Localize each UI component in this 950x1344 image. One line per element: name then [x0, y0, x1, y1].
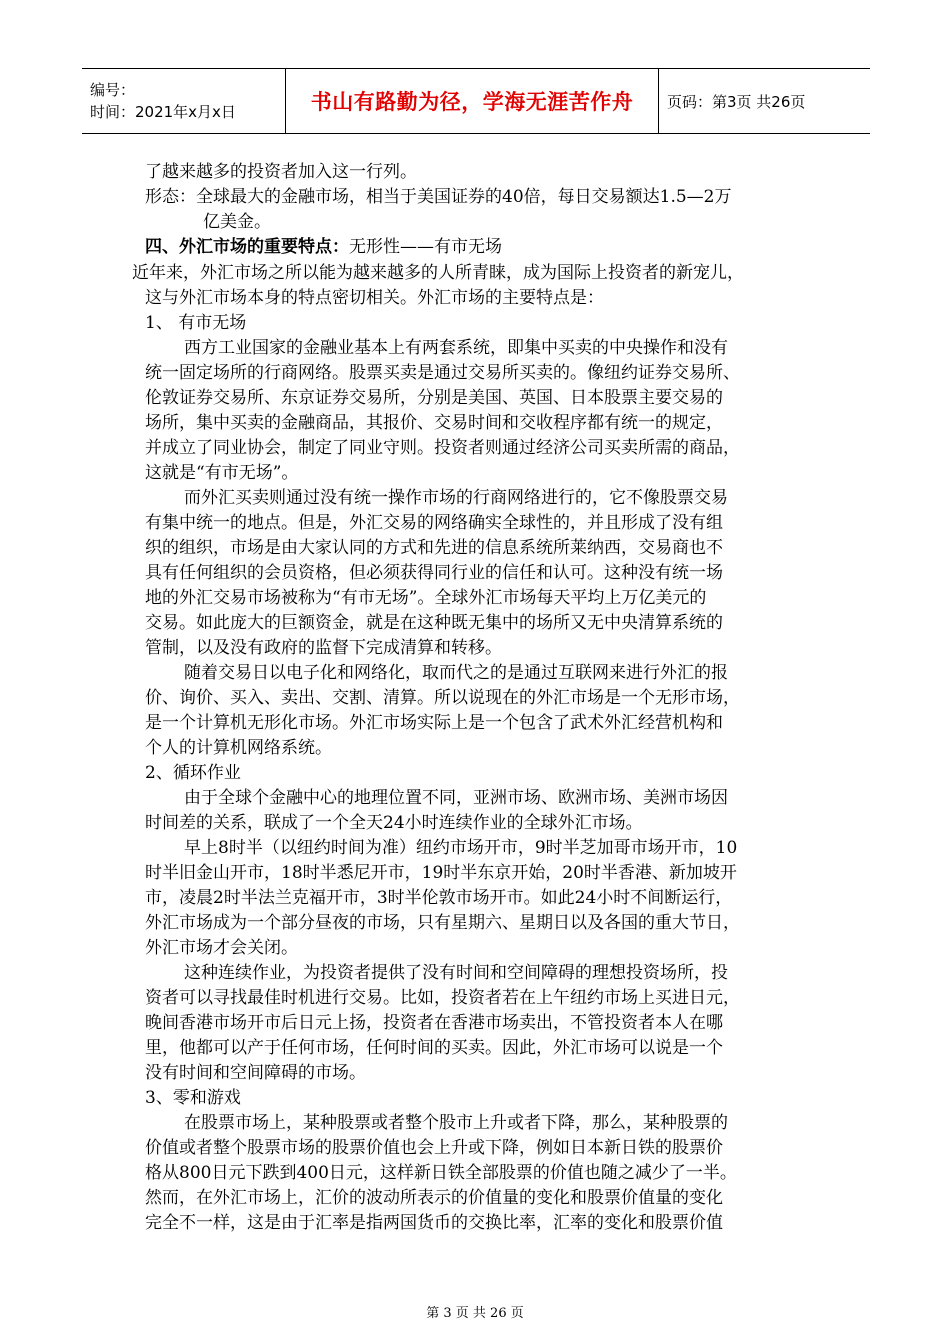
section-heading [145, 235, 502, 259]
body-line: 个人的计算机网络系统。 [145, 738, 332, 758]
body-line: 交易。如此庞大的巨额资金，就是在这种既无集中的场所又无中央清算系统的 [145, 613, 723, 633]
body-line: 随着交易日以电子化和网络化，取而代之的是通过互联网来进行外汇的报 [184, 663, 728, 683]
body-line: 时间差的关系，联成了一个全天24小时连续作业的全球外汇市场。 [145, 813, 643, 833]
body-line: 没有时间和空间障碍的市场。 [145, 1063, 366, 1083]
body-line: 外汇市场成为一个部分昼夜的市场，只有星期六、星期日以及各国的重大节日， [145, 913, 740, 933]
body-line: 形态：全球最大的金融市场，相当于美国证券的40倍，每日交易额达1.5—2万 [145, 187, 732, 207]
document-time-label: 时间：2021年x月x日 [90, 103, 236, 121]
body-line: 价值或者整个股票市场的股票价值也会上升或下降，例如日本新日铁的股票价 [145, 1138, 723, 1158]
body-line: 这与外汇市场本身的特点密切相关。外汇市场的主要特点是： [145, 288, 604, 308]
header-page-cell [659, 69, 870, 133]
body-line: 价、询价、买入、卖出、交割、清算。所以说现在的外汇市场是一个无形市场， [145, 688, 740, 708]
body-line: 市，凌晨2时半法兰克福开市，3时半伦敦市场开市。如此24小时不间断运行， [145, 888, 733, 908]
body-line: 场所，集中买卖的金融商品，其报价、交易时间和交收程序都有统一的规定， [145, 413, 723, 433]
body-line: 在股票市场上，某种股票或者整个股市上升或者下降，那么，某种股票的 [184, 1113, 728, 1133]
body-line: 完全不一样，这是由于汇率是指两国货币的交换比率，汇率的变化和股票价值 [145, 1213, 723, 1233]
body-line: 近年来，外汇市场之所以能为越来越多的人所青睐，成为国际上投资者的新宠儿， [132, 263, 744, 283]
section-heading-rest: 无形性——有市无场 [349, 237, 502, 257]
document-number-label: 编号： [90, 81, 136, 99]
subsection-heading: 1、 有市无场 [145, 313, 247, 333]
body-line: 时半旧金山开市，18时半悉尼开市，19时半东京开始，20时半香港、新加坡开 [145, 863, 737, 883]
header-motto-cell [285, 69, 659, 133]
body-line: 然而，在外汇市场上，汇价的波动所表示的价值量的变化和股票价值量的变化 [145, 1188, 723, 1208]
body-line: 而外汇买卖则通过没有统一操作市场的行商网络进行的，它不像股票交易 [184, 488, 728, 508]
body-line: 有集中统一的地点。但是，外汇交易的网络确实全球性的，并且形成了没有组 [145, 513, 723, 533]
header-motto: 书山有路勤为径，学海无涯苦作舟 [310, 90, 634, 114]
body-line: 这就是“有市无场”。 [145, 463, 299, 483]
body-line: 织的组织，市场是由大家认同的方式和先进的信息系统所莱纳西，交易商也不 [145, 538, 723, 558]
body-line: 这种连续作业，为投资者提供了没有时间和空间障碍的理想投资场所，投 [184, 963, 728, 983]
body-line: 由于全球个金融中心的地理位置不同，亚洲市场、欧洲市场、美洲市场因 [184, 788, 728, 808]
header-meta [82, 69, 285, 133]
body-line: 资者可以寻找最佳时机进行交易。比如，投资者若在上午纽约市场上买进日元， [145, 988, 740, 1008]
page-footer: 第 3 页 共 26 页 [426, 1306, 524, 1321]
body-line: 了越来越多的投资者加入这一行列。 [145, 162, 417, 182]
section-heading-bold: 四、外汇市场的重要特点： [145, 237, 349, 257]
body-line: 并成立了同业协会，制定了同业守则。投资者则通过经济公司买卖所需的商品， [145, 438, 740, 458]
header-page-number: 页码：第3页 共26页 [667, 92, 806, 111]
body-line: 早上8时半（以纽约时间为准）纽约市场开市，9时半芝加哥市场开市，10 [184, 838, 738, 858]
body-line: 地的外汇交易市场被称为“有市无场”。全球外汇市场每天平均上万亿美元的 [145, 588, 707, 608]
subsection-heading: 3、零和游戏 [145, 1088, 241, 1108]
body-line: 里，他都可以产于任何市场，任何时间的买卖。因此，外汇市场可以说是一个 [145, 1038, 723, 1058]
page-header [82, 68, 870, 134]
body-line: 是一个计算机无形化市场。外汇市场实际上是一个包含了武术外汇经营机构和 [145, 713, 723, 733]
body-line: 管制，以及没有政府的监督下完成清算和转移。 [145, 638, 502, 658]
body-line: 晚间香港市场开市后日元上扬，投资者在香港市场卖出，不管投资者本人在哪 [145, 1013, 723, 1033]
body-line: 统一固定场所的行商网络。股票买卖是通过交易所买卖的。像纽约证券交易所、 [145, 363, 740, 383]
body-line: 具有任何组织的会员资格，但必须获得同行业的信任和认可。这种没有统一场 [145, 563, 723, 583]
body-line: 格从800日元下跌到400日元，这样新日铁全部股票的价值也随之减少了一半。 [145, 1163, 737, 1183]
body-line: 西方工业国家的金融业基本上有两套系统，即集中买卖的中央操作和没有 [184, 338, 728, 358]
subsection-heading: 2、循环作业 [145, 763, 241, 783]
body-line: 外汇市场才会关闭。 [145, 938, 298, 958]
body-line: 亿美金。 [203, 212, 271, 232]
body-line: 伦敦证券交易所、东京证券交易所，分别是美国、英国、日本股票主要交易的 [145, 388, 723, 408]
